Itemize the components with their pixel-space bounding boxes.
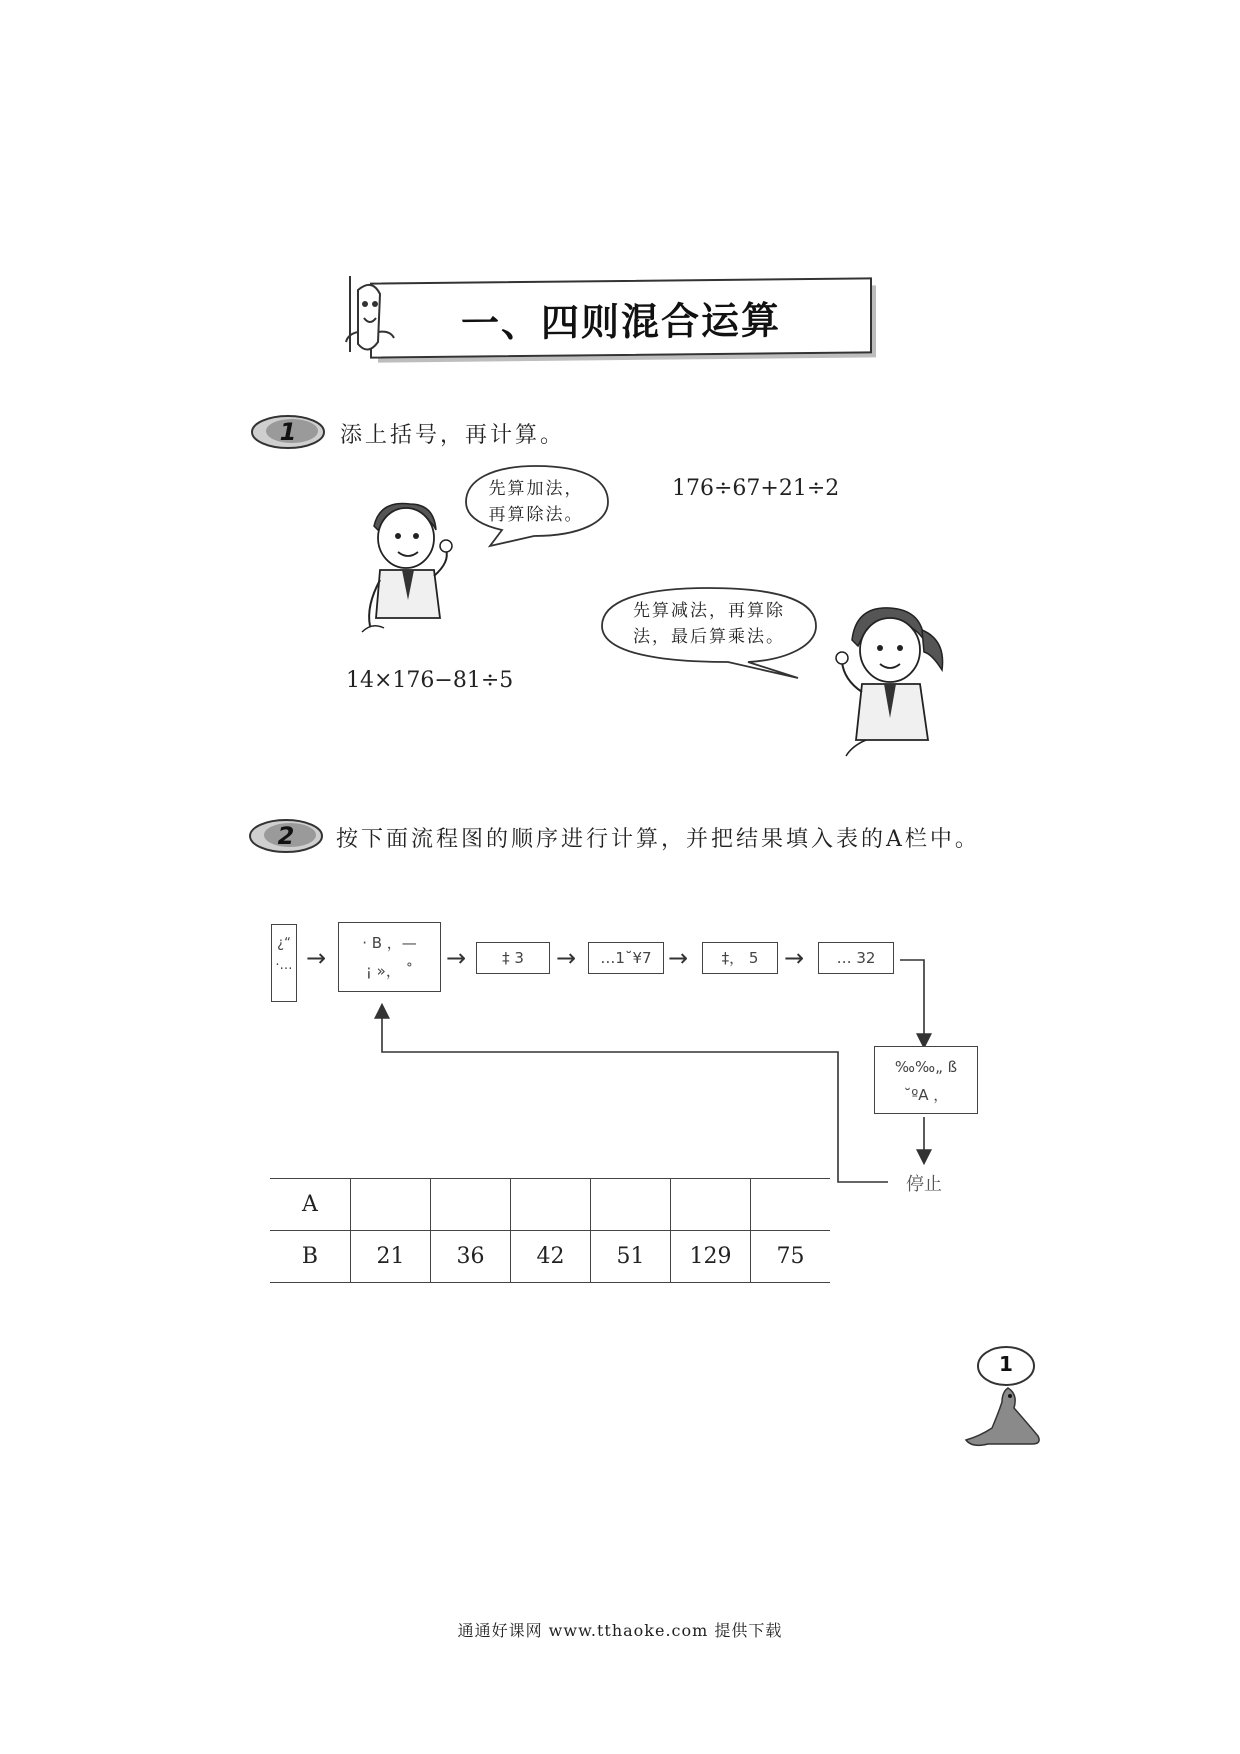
row-a-label: A	[270, 1179, 351, 1231]
question-1-instruction: 添上括号，再计算。	[340, 423, 566, 448]
flow-start-line-2: ·…	[275, 958, 293, 973]
table-cell-b6: 75	[751, 1231, 831, 1283]
flow-arrow-2: →	[446, 944, 467, 972]
table-cell-b2: 36	[431, 1231, 511, 1283]
question-2-instruction: 按下面流程图的顺序进行计算，并把结果填入表的A栏中。	[336, 827, 980, 852]
flow-step-3-box: ‡， 5	[702, 942, 778, 974]
answer-cell-a5[interactable]	[671, 1179, 751, 1231]
flow-output-line-2: ˘ºA ，	[903, 1086, 949, 1104]
flow-step-1-box: ‡ 3	[476, 942, 550, 974]
page-title: 一、四则混合运算	[460, 297, 781, 346]
flow-start-box	[271, 924, 297, 1002]
flow-arrow-3: →	[556, 944, 577, 972]
boy-bubble-line-1: 先算加法，	[488, 479, 584, 499]
flow-start-line-1: ¿“	[277, 936, 291, 951]
table-cell-b4: 51	[591, 1231, 671, 1283]
boy-bubble-line-2: 再算除法。	[488, 505, 584, 525]
flow-input-box	[338, 922, 441, 992]
flow-arrow-4: →	[668, 944, 689, 972]
flow-output-line-1: ‰‰„ ß	[894, 1058, 958, 1076]
row-b-label: B	[270, 1231, 351, 1283]
answer-table	[270, 1178, 830, 1283]
table-cell-b3: 42	[511, 1231, 591, 1283]
flow-step-4-box: … 32	[818, 942, 894, 974]
girl-bubble-line-1: 先算减法，再算除	[633, 601, 785, 621]
table-cell-b1: 21	[351, 1231, 431, 1283]
girl-expression: 14×176−81÷5	[346, 668, 514, 693]
svg-text:2: 2	[277, 822, 295, 850]
flow-arrow-5: →	[784, 944, 805, 972]
flow-input-line-2: ¡ »， ˚	[365, 962, 414, 980]
flow-step-2-box: …1˘¥7	[588, 942, 664, 974]
table-row-b	[270, 1231, 830, 1283]
flow-arrow-1: →	[306, 944, 327, 972]
table-cell-b5: 129	[671, 1231, 751, 1283]
answer-cell-a1[interactable]	[351, 1179, 431, 1231]
answer-cell-a6[interactable]	[751, 1179, 831, 1231]
flow-output-box	[874, 1046, 978, 1114]
answer-cell-a2[interactable]	[431, 1179, 511, 1231]
answer-cell-a3[interactable]	[511, 1179, 591, 1231]
answer-cell-a4[interactable]	[591, 1179, 671, 1231]
page-number: 1	[999, 1352, 1013, 1376]
footer-credit: 通通好课网 www.tthaoke.com 提供下载	[457, 1621, 783, 1640]
table-row-a	[270, 1179, 830, 1231]
flow-stop-label: 停止	[906, 1174, 942, 1195]
svg-text:1: 1	[279, 418, 297, 446]
flow-input-line-1: · B ，—	[362, 934, 417, 952]
boy-expression: 176÷67+21÷2	[672, 476, 840, 501]
girl-bubble-line-2: 法，最后算乘法。	[633, 627, 785, 647]
